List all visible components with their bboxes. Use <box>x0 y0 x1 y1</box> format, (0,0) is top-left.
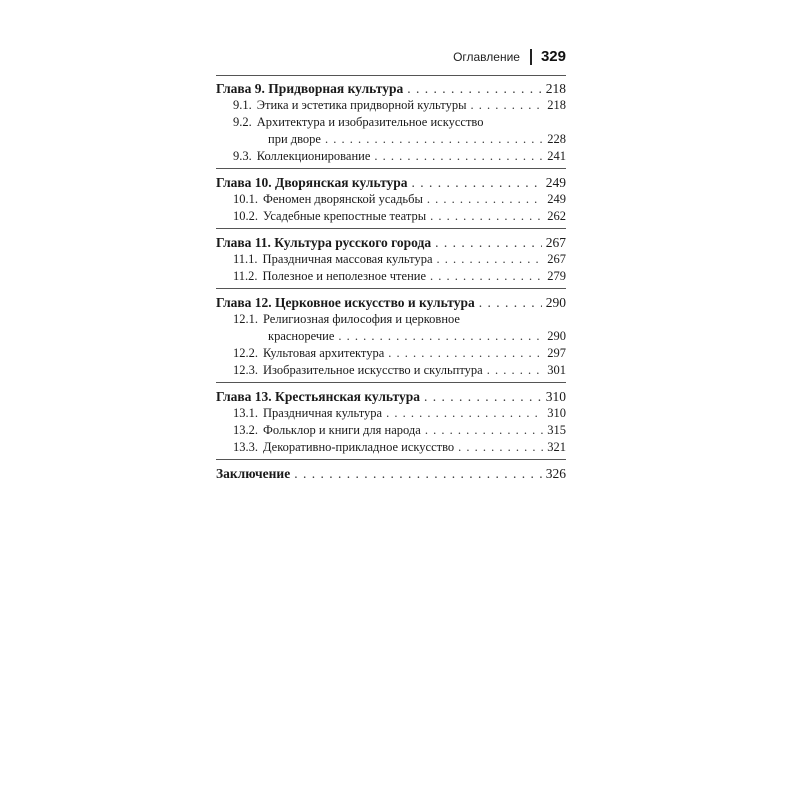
section-page: 249 <box>547 192 566 206</box>
section-title: Изобразительное искусство и скульптура <box>263 363 483 377</box>
dot-leader <box>487 362 544 379</box>
section-number: 10.2. <box>233 209 258 223</box>
chapter-entry[interactable] <box>216 234 566 251</box>
chapter-page: 267 <box>545 235 566 250</box>
toc-chapter <box>216 294 566 383</box>
dot-leader <box>479 294 542 311</box>
section-page: 267 <box>547 252 566 266</box>
section-page: 310 <box>547 406 566 420</box>
section-number: 12.3. <box>233 363 258 377</box>
section-title: Усадебные крепостные театры <box>263 209 427 223</box>
section-number: 11.2. <box>233 269 258 283</box>
section-number: 9.3. <box>233 149 252 163</box>
running-head <box>216 48 566 65</box>
section-title: Праздничная массовая культура <box>262 252 433 266</box>
dot-leader <box>407 80 542 97</box>
section-entry[interactable] <box>216 208 566 225</box>
chapter-page: 218 <box>545 81 566 96</box>
dot-leader <box>430 208 543 225</box>
section-number: 13.3. <box>233 440 258 454</box>
dot-leader <box>325 131 543 148</box>
section-entry-continuation[interactable] <box>216 131 566 148</box>
section-page: 218 <box>547 98 566 112</box>
chapter-page: 290 <box>545 295 566 310</box>
dot-leader <box>388 345 543 362</box>
section-page: 321 <box>547 440 566 454</box>
chapter-page: 249 <box>545 175 566 190</box>
chapter-title: Глава 12. Церковное искусство и культура <box>216 295 475 310</box>
section-entry[interactable] <box>216 405 566 422</box>
dot-leader <box>294 465 542 482</box>
section-number: 12.1. <box>233 312 258 326</box>
section-title: Архитектура и изобразительное искусство <box>256 115 484 129</box>
dot-leader <box>412 174 542 191</box>
chapter-title: Глава 13. Крестьянская культура <box>216 389 421 404</box>
section-entry[interactable] <box>216 148 566 165</box>
section-entry[interactable] <box>216 439 566 456</box>
running-head-title: Оглавление <box>453 49 520 64</box>
section-number: 10.1. <box>233 192 258 206</box>
dot-leader <box>458 439 543 456</box>
dot-leader <box>338 328 543 345</box>
section-entry[interactable] <box>216 311 566 328</box>
section-title: Культовая архитектура <box>263 346 385 360</box>
table-of-contents <box>216 80 566 490</box>
section-entry[interactable] <box>216 362 566 379</box>
dot-leader <box>424 388 542 405</box>
section-number: 9.1. <box>233 98 252 112</box>
section-title: Религиозная философия и церковное <box>263 312 460 326</box>
section-title-continuation: красноречие <box>268 329 335 343</box>
dot-leader <box>427 191 543 208</box>
chapter-title: Глава 9. Придворная культура <box>216 81 404 96</box>
section-number: 13.1. <box>233 406 258 420</box>
section-entry-continuation[interactable] <box>216 328 566 345</box>
chapter-entry[interactable] <box>216 294 566 311</box>
chapter-entry[interactable] <box>216 465 566 482</box>
section-page: 315 <box>547 423 566 437</box>
section-title: Фольклор и книги для народа <box>263 423 421 437</box>
section-number: 9.2. <box>233 115 252 129</box>
chapter-title: Глава 11. Культура русского города <box>216 235 432 250</box>
running-head-separator <box>530 49 532 65</box>
section-page: 241 <box>547 149 566 163</box>
section-title: Декоративно-прикладное искусство <box>263 440 455 454</box>
dot-leader <box>425 422 543 439</box>
dot-leader <box>435 234 542 251</box>
section-page: 228 <box>547 132 566 146</box>
toc-chapter <box>216 80 566 169</box>
chapter-entry[interactable] <box>216 388 566 405</box>
section-number: 12.2. <box>233 346 258 360</box>
dot-leader <box>374 148 543 165</box>
toc-chapter <box>216 234 566 289</box>
chapter-entry[interactable] <box>216 174 566 191</box>
dot-leader <box>470 97 543 114</box>
chapter-entry[interactable] <box>216 80 566 97</box>
section-page: 297 <box>547 346 566 360</box>
section-title: Праздничная культура <box>263 406 383 420</box>
chapter-title: Глава 10. Дворянская культура <box>216 175 408 190</box>
chapter-page: 326 <box>545 466 566 481</box>
dot-leader <box>430 268 543 285</box>
chapter-page: 310 <box>545 389 566 404</box>
section-entry[interactable] <box>216 114 566 131</box>
section-title: Полезное и неполезное чтение <box>262 269 426 283</box>
section-entry[interactable] <box>216 268 566 285</box>
section-page: 301 <box>547 363 566 377</box>
dot-leader <box>437 251 544 268</box>
section-title: Феномен дворянской усадьбы <box>263 192 423 206</box>
section-entry[interactable] <box>216 97 566 114</box>
section-title: Этика и эстетика придворной культуры <box>256 98 467 112</box>
section-number: 13.2. <box>233 423 258 437</box>
toc-chapter <box>216 388 566 460</box>
toc-chapter <box>216 174 566 229</box>
dot-leader <box>386 405 543 422</box>
section-title: Коллекционирование <box>256 149 371 163</box>
section-title-continuation: при дворе <box>268 132 321 146</box>
chapter-title: Заключение <box>216 466 291 481</box>
section-entry[interactable] <box>216 191 566 208</box>
toc-chapter <box>216 465 566 485</box>
section-entry[interactable] <box>216 422 566 439</box>
section-page: 262 <box>547 209 566 223</box>
section-page: 279 <box>547 269 566 283</box>
page-number: 329 <box>540 48 566 65</box>
section-entry[interactable] <box>216 251 566 268</box>
section-page: 290 <box>547 329 566 343</box>
section-entry[interactable] <box>216 345 566 362</box>
section-number: 11.1. <box>233 252 258 266</box>
top-rule <box>216 75 566 76</box>
